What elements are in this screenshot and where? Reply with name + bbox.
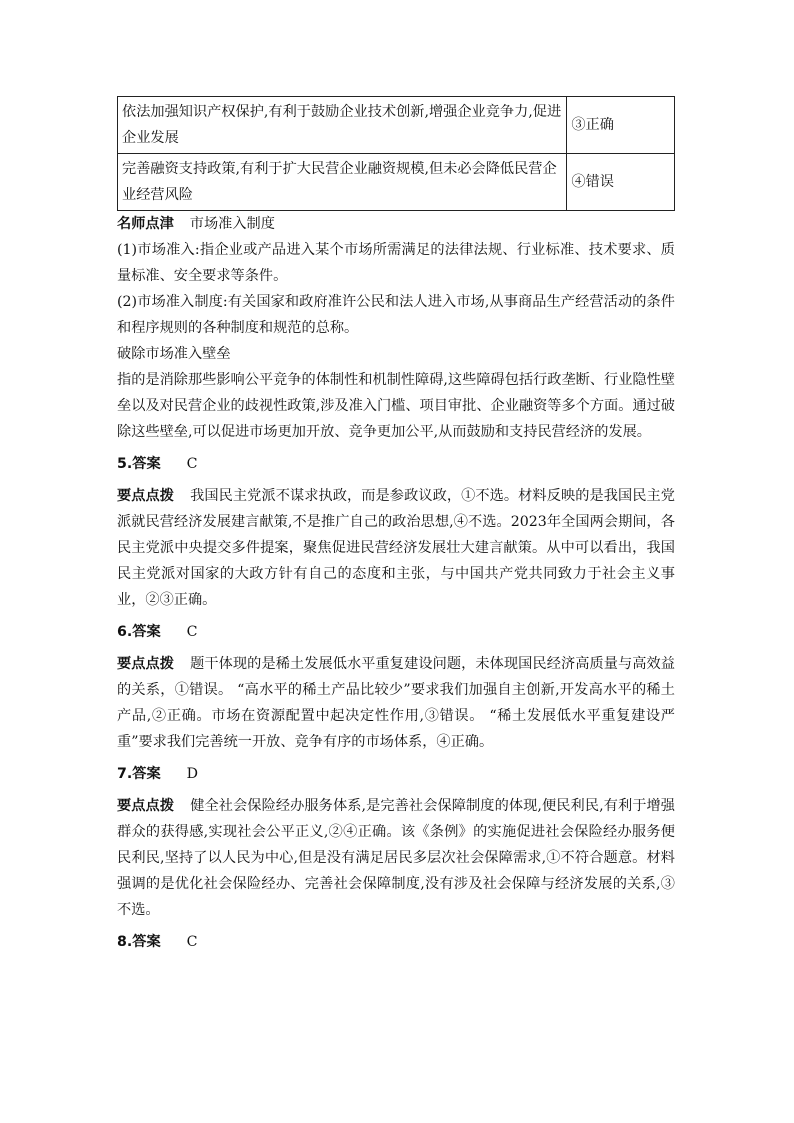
analysis-paragraph xyxy=(117,793,675,923)
answer-value: C xyxy=(186,456,198,472)
question-number: 5. xyxy=(117,456,133,472)
document-page xyxy=(117,96,675,955)
note-subheading: 破除市场准入壁垒 xyxy=(117,346,231,362)
analysis-paragraph xyxy=(117,651,675,755)
answer-line xyxy=(117,451,675,477)
table-row xyxy=(118,97,675,154)
note-paragraph: (1)市场准入:指企业或产品进入某个市场所需满足的法律法规、行业标准、技术要求、质量标准、安全要求等条件。 xyxy=(117,242,675,284)
analysis-label: 要点点拨 xyxy=(117,488,175,504)
question-number: 6. xyxy=(117,624,133,640)
note-paragraph: 指的是消除那些影响公平竞争的体制性和机制性障碍,这些障碍包括行政垄断、行业隐性壁垒以及对民营企业的歧视性政策,涉及准入门槛、项目审批、企业融资等多个方面。通过破除这些壁垒,可以促进市场更加开放、竞争更加公平,从而鼓励和支持民营经济的发展。 xyxy=(117,372,675,440)
table-row xyxy=(118,154,675,211)
option-judgement: ④错误 xyxy=(567,154,675,211)
answer-line xyxy=(117,929,675,955)
question-number: 7. xyxy=(117,766,133,782)
analysis-text: 我国民主党派不谋求执政，而是参政议政，①不选。材料反映的是我国民主党派就民营经济发展建言献策,不是推广自己的政治思想,④不选。2023年全国两会期间，各民主党派中央提交多件提案，聚焦促进民营经济发展壮大建言献策。从中可以看出，我国民主党派对国家的大政方针有自己的态度和主张，与中国共产党共同致力于社会主义事业，②③正确。 xyxy=(117,488,675,608)
answer-line xyxy=(117,761,675,787)
question-number: 8. xyxy=(117,934,133,950)
note-heading: 名师点津 xyxy=(117,216,174,232)
note-heading-line xyxy=(117,211,675,237)
note-paragraph: (2)市场准入制度:有关国家和政府准许公民和法人进入市场,从事商品生产经营活动的条件和程序规则的各种制度和规范的总称。 xyxy=(117,294,675,336)
answer-label: 答案 xyxy=(132,456,161,472)
answer-label: 答案 xyxy=(132,766,161,782)
answer-label: 答案 xyxy=(132,624,161,640)
answer-value: C xyxy=(186,624,198,640)
answer-value: D xyxy=(186,766,199,782)
note-topic: 市场准入制度 xyxy=(189,216,275,232)
option-statement: 完善融资支持政策,有利于扩大民营企业融资规模,但未必会降低民营企业经营风险 xyxy=(118,154,567,211)
answer-value: C xyxy=(186,934,198,950)
analysis-paragraph xyxy=(117,483,675,613)
analysis-label: 要点点拨 xyxy=(117,656,175,672)
analysis-text: 题干体现的是稀土发展低水平重复建设问题，未体现国民经济高质量与高效益的关系，①错误。 “高水平的稀土产品比较少”要求我们加强自主创新,开发高水平的稀土产品,②正确。市场在资源配置中起决定性作用,③错误。 “稀土发展低水平重复建设严重”要求我们完善统一开放、竞争有序的市场体系，④正确。 xyxy=(117,656,675,750)
option-judgement-table xyxy=(117,96,675,211)
analysis-text: 健全社会保险经办服务体系,是完善社会保障制度的体现,便民利民,有利于增强群众的获得感,实现社会公平正义,②④正确。该《条例》的实施促进社会保险经办服务便民利民,坚持了以人民为中心,但是没有满足居民多层次社会保障需求,①不符合题意。材料强调的是优化社会保险经办、完善社会保障制度,没有涉及社会保障与经济发展的关系,③不选。 xyxy=(117,798,675,918)
answer-label: 答案 xyxy=(132,934,161,950)
option-judgement: ③正确 xyxy=(567,97,675,154)
answer-line xyxy=(117,619,675,645)
analysis-label: 要点点拨 xyxy=(117,798,175,814)
option-statement: 依法加强知识产权保护,有利于鼓励企业技术创新,增强企业竞争力,促进企业发展 xyxy=(118,97,567,154)
